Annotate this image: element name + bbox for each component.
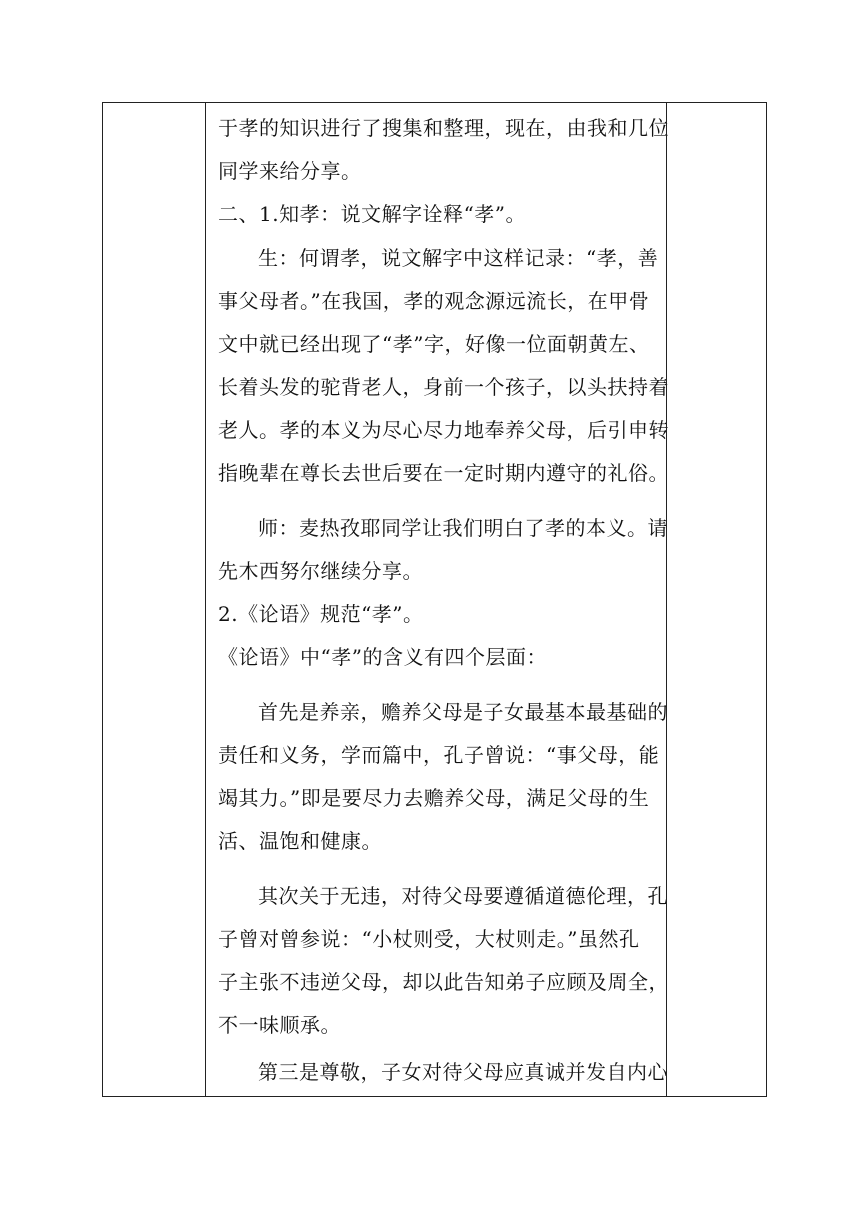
text-line: 指晚辈在尊长去世后要在一定时期内遵守的礼俗。 bbox=[218, 461, 669, 485]
text-line: 竭其力。”即是要尽力去赡养父母，满足父母的生 bbox=[218, 786, 650, 810]
text-line: 文中就已经出现了“孝”字，好像一位面朝黄左、 bbox=[218, 332, 650, 356]
text-line: 首先是养亲，赡养父母是子女最基本最基础的 bbox=[258, 700, 668, 724]
text-line: 生：何谓孝，说文解字中这样记录：“孝，善 bbox=[258, 246, 659, 270]
text-line: 不一味顺承。 bbox=[218, 1013, 341, 1037]
table-content-column bbox=[206, 103, 668, 1096]
section-heading: 2.《论语》规范“孝”。 bbox=[218, 602, 424, 626]
text-line: 于孝的知识进行了搜集和整理，现在，由我和几位 bbox=[218, 116, 669, 140]
text-line: 师：麦热孜耶同学让我们明白了孝的本义。请 bbox=[258, 516, 668, 540]
text-line: 事父母者。”在我国，孝的观念源远流长，在甲骨 bbox=[218, 289, 650, 313]
text-line: 其次关于无违，对待父母要遵循道德伦理，孔 bbox=[258, 884, 668, 908]
text-line: 责任和义务，学而篇中，孔子曾说：“事父母，能 bbox=[218, 743, 660, 767]
text-line: 老人。孝的本义为尽心尽力地奉养父母，后引申转 bbox=[218, 418, 669, 442]
text-line: 第三是尊敬，子女对待父母应真诚并发自内心 bbox=[258, 1060, 668, 1084]
table-right-column bbox=[666, 103, 766, 1096]
text-line: 先木西努尔继续分享。 bbox=[218, 559, 423, 583]
text-line: 子曾对曾参说：“小杖则受，大杖则走。”虽然孔 bbox=[218, 927, 640, 951]
table-left-column bbox=[103, 103, 206, 1096]
text-line: 《论语》中“孝”的含义有四个层面： bbox=[218, 645, 547, 669]
section-heading: 二、1.知孝：说文解字诠释“孝”。 bbox=[218, 202, 527, 226]
text-line: 活、温饱和健康。 bbox=[218, 829, 382, 853]
text-line: 长着头发的驼背老人，身前一个孩子，以头扶持着 bbox=[218, 375, 669, 399]
lesson-table bbox=[102, 102, 767, 1097]
text-line: 同学来给分享。 bbox=[218, 159, 362, 183]
text-line: 子主张不违逆父母，却以此告知弟子应顾及周全， bbox=[218, 970, 669, 994]
